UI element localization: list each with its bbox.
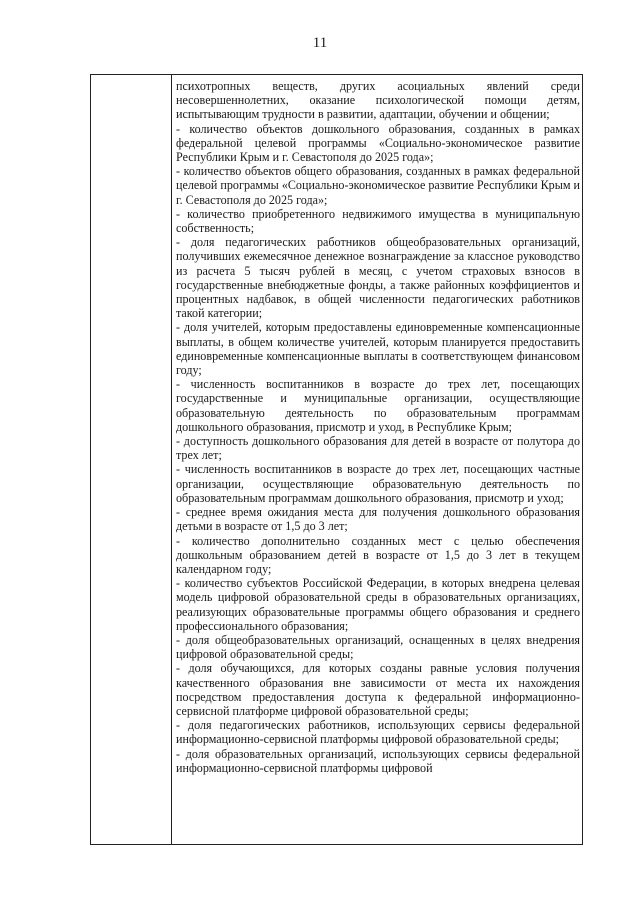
indicator-paragraph: - доля образовательных организаций, использующих сервисы федеральной информационно-сервисной платформы цифровой [176,746,580,775]
indicator-paragraph: психотропных веществ, других асоциальных явлений среди несовершеннолетних, оказание психологической помощи детям, испытывающим трудности в развитии, адаптации, обучении и общении; [176,79,580,122]
indicator-paragraph: - количество субъектов Российской Федерации, в которых внедрена целевая модель цифровой образовательной среды в образовательных организациях, реализующих образовательные программы общего образования и среднего профессионального образования; [176,576,580,633]
indicator-paragraph: - количество приобретенного недвижимого имущества в муниципальную собственность; [176,206,580,236]
indicator-paragraph: - доля педагогических работников общеобразовательных организаций, получивших ежемесячное денежное вознаграждение за классное руководство из расчета 5 тысяч рублей в месяц, с учетом страховых взносов в государственные внебюджетные фонды, а также районных коэффициентов и процентных надбавок, в общей численности педагогических работников такой категории; [176,235,580,321]
indicator-paragraph: - среднее время ожидания места для получения дошкольного образования детьми в возрасте от 1,5 до 3 лет; [176,505,580,534]
page-number: 11 [312,35,328,51]
table-left-column [91,75,172,844]
indicator-paragraph: - доля педагогических работников, использующих сервисы федеральной информационно-сервисной платформы цифровой образовательной среды; [176,718,580,747]
indicator-paragraph: - численность воспитанников в возрасте до трех лет, посещающих государственные и муниципальные организации, осуществляющие образовательную деятельность по образовательным программам дошкольного образования, присмотр и уход, в Республике Крым; [176,377,580,434]
document-table [90,74,583,845]
indicator-paragraph: - доступность дошкольного образования для детей в возрасте от полутора до трех лет; [176,434,580,463]
indicator-paragraph: - доля общеобразовательных организаций, оснащенных в целях внедрения цифровой образовательной среды; [176,632,580,662]
table-right-column [176,79,580,775]
indicator-paragraph: - количество дополнительно созданных мест с целью обеспечения дошкольным образованием детей в возрасте от 1,5 до 3 лет в текущем календарном году; [176,533,580,576]
indicator-paragraph: - количество объектов общего образования, созданных в рамках федеральной целевой программы «Социально-экономическое развитие Республики Крым и г. Севастополя до 2025 года»; [176,164,580,207]
indicator-paragraph: - количество объектов дошкольного образования, созданных в рамках федеральной целевой программы «Социально-экономическое развитие Республики Крым и г. Севастополя до 2025 года»; [176,121,580,165]
indicator-paragraph: - численность воспитанников в возрасте до трех лет, посещающих частные организации, осуществляющие образовательную деятельность по образовательным программам дошкольного образования, присмотр и уход; [176,462,580,505]
indicator-paragraph: - доля обучающихся, для которых созданы равные условия получения качественного образования вне зависимости от места их нахождения посредством предоставления доступа к федеральной информационно-сервисной платформе цифровой образовательной среды; [176,661,580,718]
indicator-paragraph: - доля учителей, которым предоставлены единовременные компенсационные выплаты, в общем количестве учителей, которым планируется предоставить единовременные компенсационные выплаты в соответствующем финансовом году; [176,320,580,378]
